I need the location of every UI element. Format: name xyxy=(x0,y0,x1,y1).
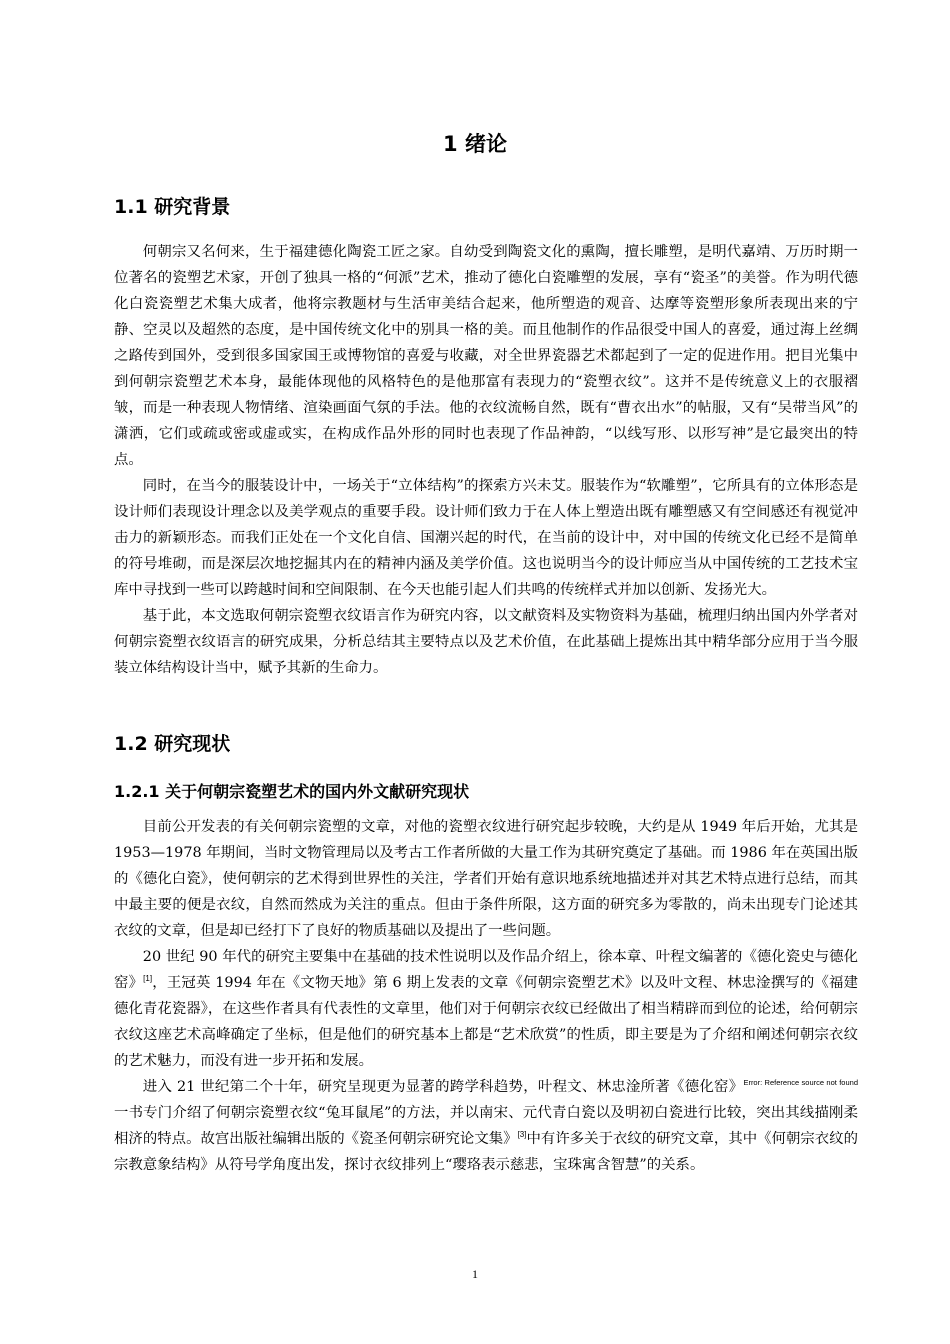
text-run: 中有许多关于衣纹的研究文章，其中《何朝宗衣纹的宗教意象结构》从符号学角度出发，探讨衣纹排列上“璎珞表示慈悲，宝珠寓含智慧”的关系。 xyxy=(114,1131,858,1173)
citation-error[interactable]: Error: Reference source not found xyxy=(743,1078,858,1088)
paragraph: 基于此，本文选取何朝宗瓷塑衣纹语言作为研究内容，以文献资料及实物资料为基础，梳理归纳出国内外学者对何朝宗瓷塑衣纹语言的研究成果，分析总结其主要特点以及艺术价值，在此基础上提炼出其中精华部分应用于当今服装立体结构设计当中，赋予其新的生命力。 xyxy=(114,608,858,676)
text-run: 一书专门介绍了何朝宗瓷塑衣纹“兔耳鼠尾”的方法，并以南宋、元代青白瓷以及明初白瓷进行比较，突出其线描刚柔相济的特点。故宫出版社编辑出版的《瓷圣何朝宗研究论文集》 xyxy=(114,1105,858,1147)
subsection-title: 1.2.1 关于何朝宗瓷塑艺术的国内外文献研究现状 xyxy=(114,782,470,801)
paragraph xyxy=(114,944,858,1074)
citation-ref[interactable]: [3] xyxy=(517,1130,527,1140)
text-run: 进入 21 世纪第二个十年，研究呈现更为显著的跨学科趋势，叶程文、林忠淦所著《德化窑》 xyxy=(142,1079,744,1095)
citation-ref[interactable]: [1] xyxy=(143,974,153,984)
text-run: ，王冠英 1994 年在《文物天地》第 6 期上发表的文章《何朝宗瓷塑艺术》以及叶文程、林忠淦撰写的《福建德化青花瓷器》，在这些作者具有代表性的文章里，他们对于何朝宗衣纹已经做出了相当精辟而到位的论述，给何朝宗衣纹这座艺术高峰确定了坐标，但是他们的研究基本上都是“艺术欣赏”的性质，即主要是为了介绍和阐述何朝宗衣纹的艺术魅力，而没有进一步开拓和发展。 xyxy=(114,975,858,1069)
paragraph: 何朝宗又名何来，生于福建德化陶瓷工匠之家。自幼受到陶瓷文化的熏陶，擅长雕塑，是明代嘉靖、万历时期一位著名的瓷塑艺术家，开创了独具一格的“何派”艺术，推动了德化白瓷雕塑的发展，享有“瓷圣”的美誉。作为明代德化白瓷瓷塑艺术集大成者，他将宗教题材与生活审美结合起来，他所塑造的观音、达摩等瓷塑形象所表现出来的宁静、空灵以及超然的态度，是中国传统文化中的别具一格的美。而且他制作的作品很受中国人的喜爱，通过海上丝绸之路传到国外，受到很多国家国王或博物馆的喜爱与收藏，对全世界瓷器艺术都起到了一定的促进作用。把目光集中到何朝宗瓷塑艺术本身，最能体现他的风格特色的是他那富有表现力的“瓷塑衣纹”。这并不是传统意义上的衣服褶皱，而是一种表现人物情绪、渲染画面气氛的手法。他的衣纹流畅自然，既有“曹衣出水”的帖服，又有“吴带当风”的潇洒，它们或疏或密或虚或实，在构成作品外形的同时也表现了作品神韵，“以线写形、以形写神”是它最突出的特点。 xyxy=(114,244,858,468)
chapter-title: 1 绪论 xyxy=(443,132,507,156)
text-run: 20 世纪 90 年代的研究主要集中在基础的技术性说明以及作品介绍上，徐本章、叶程文编著的《德化瓷史与德化窑》 xyxy=(114,949,858,991)
section-title-status: 1.2 研究现状 xyxy=(114,733,231,755)
subsection-body xyxy=(114,814,858,1178)
paragraph: 目前公开发表的有关何朝宗瓷塑的文章，对他的瓷塑衣纹进行研究起步较晚，大约是从 1949 年后开始，尤其是 1953—1978 年期间，当时文物管理局以及考古工作者所做的大量工作为其研究奠定了基础。而 1986 年在英国出版的《德化白瓷》，使何朝宗的艺术得到世界性的关注，学者们开始有意识地系统地描述并对其艺术特点进行总结，而其中最主要的便是衣纹，自然而然成为关注的重点。但由于条件所限，这方面的研究多为零散的，尚未出现专门论述其衣纹的文章，但是却已经打下了良好的物质基础以及提出了一些问题。 xyxy=(114,819,858,939)
page-number: 1 xyxy=(472,1267,478,1281)
paragraph xyxy=(114,1074,858,1178)
paragraph: 同时，在当今的服装设计中，一场关于“立体结构”的探索方兴未艾。服装作为“软雕塑”，它所具有的立体形态是设计师们表现设计理念以及美学观点的重要手段。设计师们致力于在人体上塑造出既有雕塑感又有空间感还有视觉冲击力的新颖形态。而我们正处在一个文化自信、国潮兴起的时代，在当前的设计中，对中国的传统文化已经不是简单的符号堆砌，而是深层次地挖掘其内在的精神内涵及美学价值。这也说明当今的设计师应当从中国传统的工艺技术宝库中寻找到一些可以跨越时间和空间限制、在今天也能引起人们共鸣的传统样式并加以创新、发扬光大。 xyxy=(114,478,858,598)
section-title-background: 1.1 研究背景 xyxy=(114,196,231,218)
section-body-background xyxy=(114,239,858,681)
